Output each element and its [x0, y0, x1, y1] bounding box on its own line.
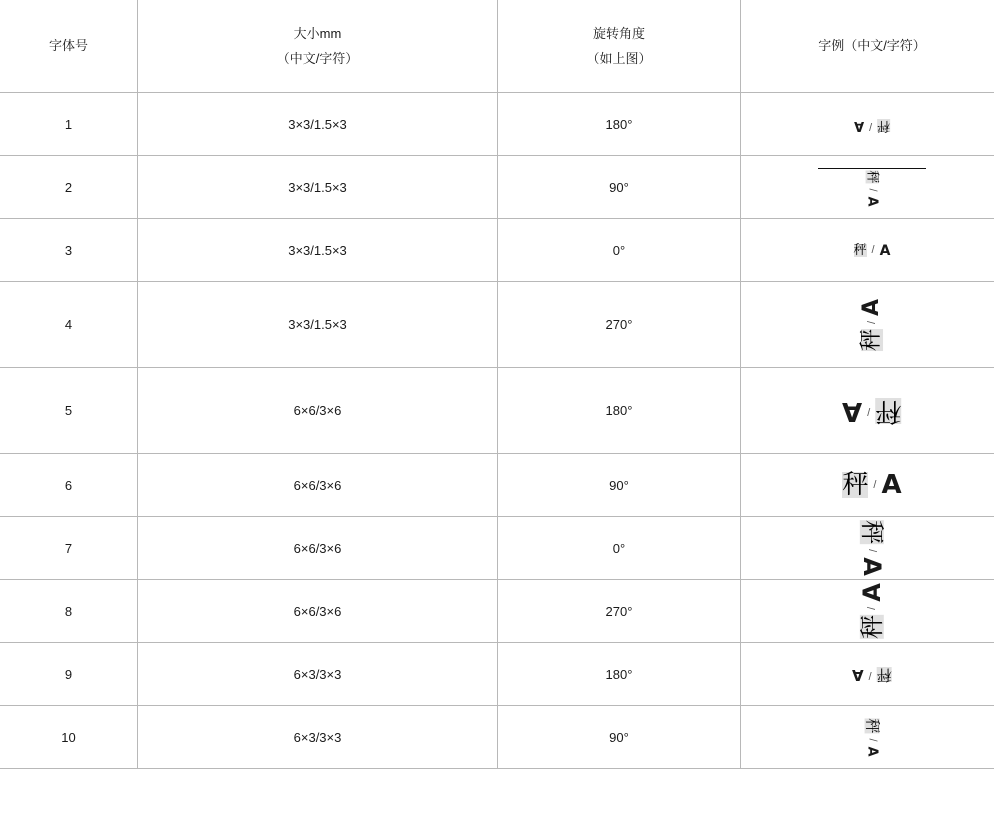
cell-font-number: 8: [0, 580, 138, 643]
cell-font-number: 2: [0, 156, 138, 219]
sample-separator: /: [868, 119, 873, 132]
cell-size: 3×3/1.5×3: [138, 93, 498, 156]
cell-sample: [741, 580, 994, 643]
header-sample-line1: 字例（中文/字符）: [818, 38, 926, 54]
sample-separator: /: [866, 187, 879, 192]
sample-chinese-glyph: 秤: [877, 117, 891, 133]
cell-rotation-angle: 270°: [498, 580, 741, 643]
cell-size: 6×6/3×6: [138, 517, 498, 580]
header-cell-sample: [741, 0, 994, 93]
cell-font-number: 10: [0, 706, 138, 769]
sample-chinese-glyph: 秤: [857, 520, 886, 545]
sample-text-group: [854, 244, 891, 258]
sample-chinese-glyph: 秤: [853, 243, 867, 259]
cell-rotation-angle: 90°: [498, 706, 741, 769]
cell-rotation-angle: 180°: [498, 368, 741, 454]
sample-text-group: [854, 119, 890, 132]
sample-text-group: [857, 583, 886, 639]
cell-sample: [741, 219, 994, 282]
sample-separator: /: [873, 478, 877, 491]
cell-size: 6×6/3×6: [138, 580, 498, 643]
sample-latin-glyph: A: [881, 470, 902, 500]
sample-rule-line: [818, 168, 926, 169]
cell-font-number: 6: [0, 454, 138, 517]
sample-separator: /: [866, 549, 879, 553]
cell-font-number: 7: [0, 517, 138, 580]
cell-rotation-angle: 270°: [498, 282, 741, 368]
sample-chinese-glyph: 秤: [858, 328, 884, 351]
sample-chinese-glyph: 秤: [842, 470, 869, 500]
table-row: [0, 93, 994, 156]
header-row: [0, 0, 994, 93]
sample-latin-glyph: A: [853, 117, 864, 133]
sample-text-group: [857, 520, 886, 576]
header-angle-line1: 旋转角度: [592, 25, 645, 41]
cell-sample: [741, 706, 994, 769]
cell-sample: [741, 643, 994, 706]
sample-latin-glyph: A: [842, 395, 863, 426]
sample-latin-glyph: A: [857, 557, 886, 576]
table-row: [0, 580, 994, 643]
cell-size: 6×6/3×6: [138, 368, 498, 454]
cell-sample: [741, 368, 994, 454]
cell-size: 3×3/1.5×3: [138, 282, 498, 368]
table-row: [0, 517, 994, 580]
sample-latin-glyph: A: [858, 298, 884, 316]
cell-size: 6×6/3×6: [138, 454, 498, 517]
cell-sample: [741, 93, 994, 156]
header-angle-line2: （如上图）: [586, 51, 652, 66]
header-size-line1: 大小mm: [293, 25, 342, 41]
cell-font-number: 4: [0, 282, 138, 368]
header-cell-angle: [498, 0, 741, 93]
cell-rotation-angle: 90°: [498, 156, 741, 219]
cell-rotation-angle: 90°: [498, 454, 741, 517]
sample-text-group: [865, 170, 878, 206]
cell-sample: [741, 454, 994, 517]
sample-latin-glyph: A: [864, 196, 880, 207]
sample-chinese-glyph: 秤: [863, 717, 882, 733]
cell-rotation-angle: 0°: [498, 517, 741, 580]
cell-rotation-angle: 180°: [498, 93, 741, 156]
sample-text-group: [842, 472, 901, 498]
table-header: [0, 0, 994, 93]
sample-separator: /: [865, 606, 878, 610]
cell-rotation-angle: 180°: [498, 643, 741, 706]
table-row: [0, 454, 994, 517]
table-row: [0, 368, 994, 454]
cell-rotation-angle: 0°: [498, 219, 741, 282]
header-font-number-line1: 字体号: [48, 38, 88, 54]
sample-separator: /: [867, 405, 871, 417]
table-row: [0, 282, 994, 368]
sample-latin-glyph: A: [857, 583, 886, 602]
sample-text-group: [863, 717, 882, 757]
sample-text-group: [852, 667, 892, 682]
table-row: [0, 156, 994, 219]
sample-separator: /: [865, 320, 878, 324]
cell-font-number: 5: [0, 368, 138, 454]
cell-font-number: 9: [0, 643, 138, 706]
sample-chinese-glyph: 秤: [864, 169, 880, 183]
sample-separator: /: [866, 737, 879, 742]
sample-text-group: [858, 298, 884, 351]
cell-font-number: 1: [0, 93, 138, 156]
cell-font-number: 3: [0, 219, 138, 282]
table-row: [0, 219, 994, 282]
sample-latin-glyph: A: [864, 746, 880, 757]
header-cell-size: [138, 0, 498, 93]
cell-size: 3×3/1.5×3: [138, 219, 498, 282]
cell-size: 6×3/3×3: [138, 706, 498, 769]
table-row: [0, 706, 994, 769]
header-size-line2: （中文/字符）: [276, 51, 359, 66]
cell-sample: [741, 282, 994, 368]
sample-chinese-glyph: 秤: [876, 665, 892, 684]
cell-sample: [741, 156, 994, 219]
header-cell-font-number: [0, 0, 138, 93]
table-body: [0, 93, 994, 769]
sample-chinese-glyph: 秤: [857, 614, 886, 639]
cell-size: 3×3/1.5×3: [138, 156, 498, 219]
table-row: [0, 643, 994, 706]
sample-latin-glyph: A: [852, 665, 864, 684]
sample-text-group: [842, 395, 902, 426]
sample-latin-glyph: A: [879, 242, 891, 259]
cell-sample: [741, 517, 994, 580]
sample-separator: /: [868, 668, 872, 681]
sample-chinese-glyph: 秤: [875, 395, 902, 426]
sample-separator: /: [871, 244, 875, 257]
cell-size: 6×3/3×3: [138, 643, 498, 706]
